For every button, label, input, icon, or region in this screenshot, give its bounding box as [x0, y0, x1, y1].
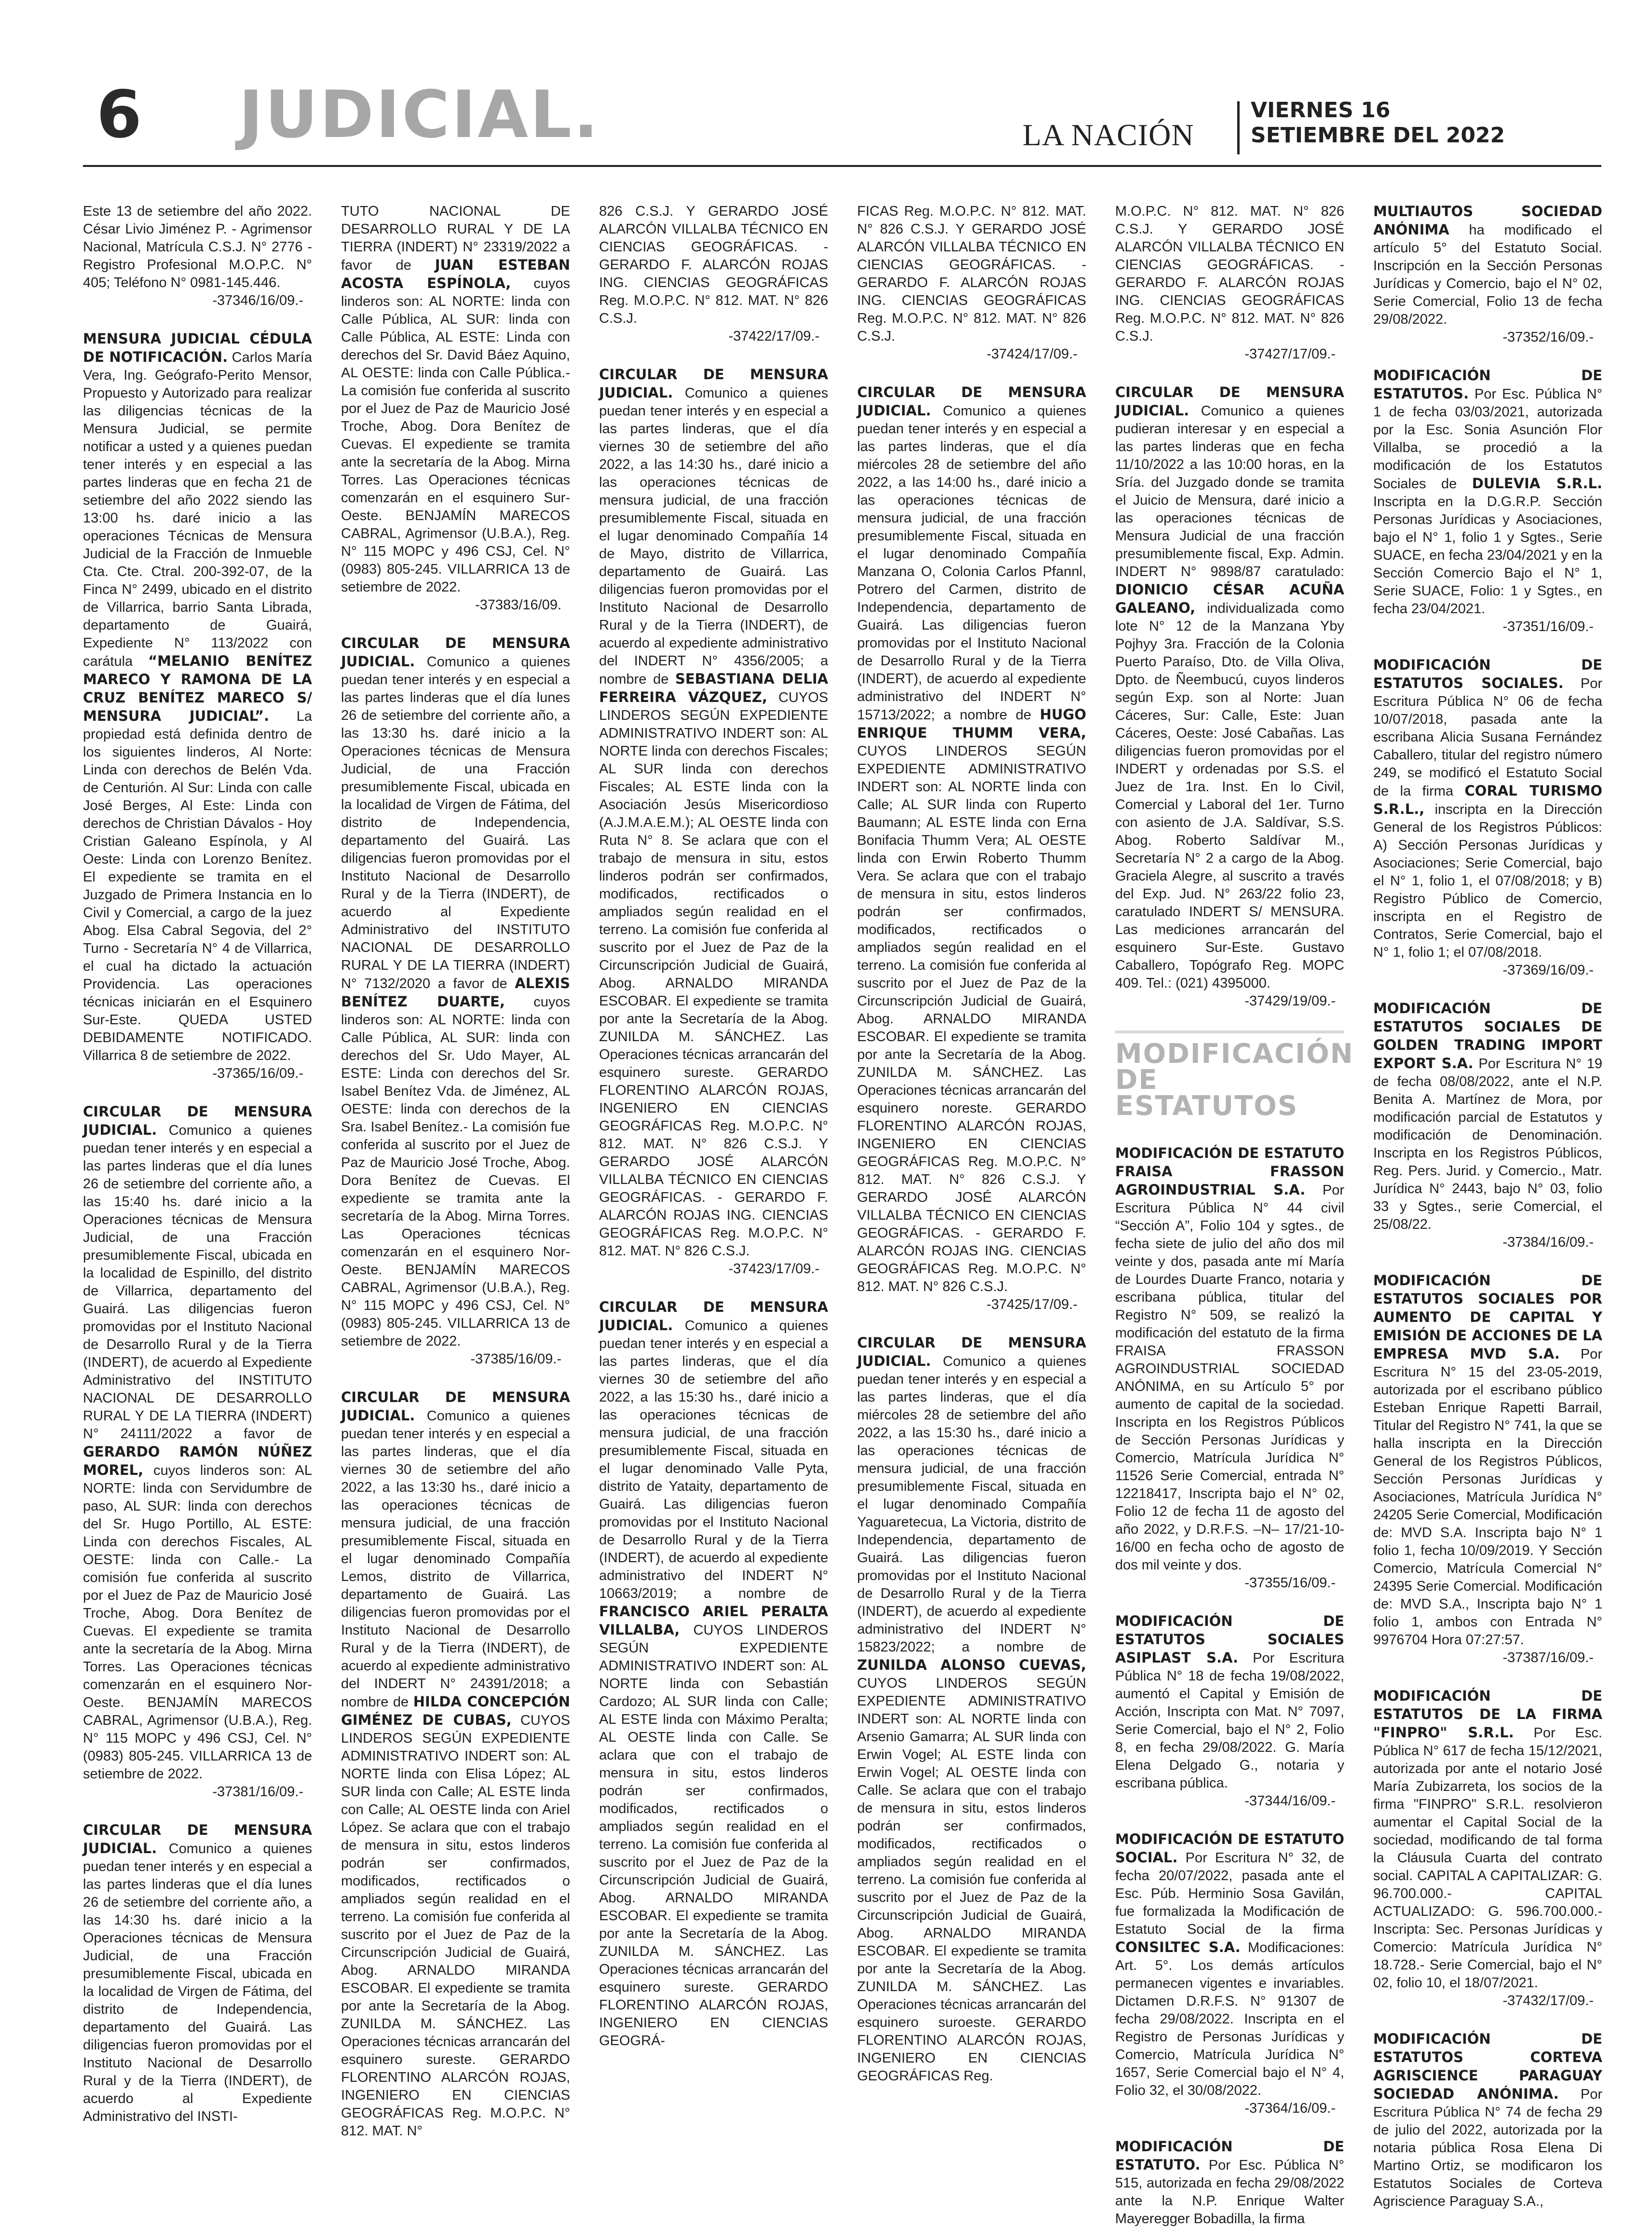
notice-title: CIRCULAR DE MENSURA JUDICIAL.: [599, 1299, 828, 1334]
notice-item: [1115, 203, 1344, 363]
notice-reference: -37429/19/09.-: [1244, 993, 1336, 1009]
notice-title: MODIFICACIÓN DE ESTATUTOS CORTEVA AGRISCIENCE PARAGUAY SOCIEDAD ANÓNIMA.: [1373, 2031, 1602, 2102]
notice-title: CIRCULAR DE MENSURA JUDICIAL.: [857, 1334, 1086, 1369]
notice-item: [1373, 203, 1602, 346]
notice-reference: -37344/16/09.-: [1244, 1793, 1336, 1809]
issue-date: [1251, 98, 1505, 148]
notice-item: [1373, 656, 1602, 979]
notice-title: MODIFICACIÓN DE ESTATUTOS SOCIALES POR AUMENTO DE CAPITAL Y EMISIÓN DE ACCIONES DE LA EMPRESA MVD S.A.: [1373, 1272, 1602, 1362]
notice-item: [83, 330, 312, 1083]
banner-line-1: MODIFICACIÓN: [1115, 1038, 1354, 1070]
notice-title: MODIFICACIÓN DE ESTATUTO FRAISA FRASSON AGROINDUSTRIAL S.A.: [1115, 1145, 1344, 1198]
notice-title: CIRCULAR DE MENSURA JUDICIAL.: [341, 1389, 570, 1424]
notice-body-continued: La propiedad está definida dentro de los siguientes linderos, Al Norte: Linda con derechos de Belén Vda. de Centurión. Al Sur: Linda con calle José Berges, Al Este: Linda con derechos de Christian Dávalos - Hoy Cristian Galeano Espínola, y Al Oeste: Linda con Lorenzo Benítez. El expediente se tramita en el Juzgado de Primera Instancia en lo Civil y Comercial, a cargo de la juez Abog. Elsa Cabral Segovia, del 2° Turno - Secretaría N° 4 de Villarrica, el cual ha dictado la actuación Providencia. Las operaciones técnicas iniciarán en el Esquinero Sur-Este. QUEDA USTED DEBIDAMENTE NOTIFICADO. Villarrica 8 de setiembre de 2022.: [83, 709, 312, 1063]
notice-reference: -37364/16/09.-: [1244, 2101, 1336, 2116]
notice-item: [83, 1103, 312, 1801]
notice-body-continued: CUYOS LINDEROS SEGÚN EXPEDIENTE ADMINISTRATIVO INDERT son: AL NORTE linda con Sebastián Cardozo; AL SUR linda con Calle; AL ESTE linda con Máximo Peralta; AL OESTE linda con Calle. Se aclara que con el trabajo de mensura in situ, estos linderos podrán ser confirmados, modificados, rectificados o ampliados según realidad en el terreno. La comisión fue conferida al suscrito por el Juez de Paz de la Circunscripción Judicial de Guairá, Abog. ARNALDO MIRANDA ESCOBAR. El expediente se tramita por ante la Secretaría de la Abog. ZUNILDA M. SÁNCHEZ. Las Operaciones técnicas arrancarán del esquinero sureste. GERARDO FLORENTINO ALARCÓN ROJAS, INGENIERO EN CIENCIAS GEOGRÁ-: [599, 1623, 828, 2049]
notice-reference: -37369/16/09.-: [1502, 963, 1594, 978]
notice-body: Comunico a quienes puedan tener interés y en especial a las partes linderas, que el día viernes 30 de setiembre del año 2022, a las 15:30 hs., daré inicio a las operaciones técnicas de mensura judicial, de una fracción presumiblemente Fiscal, situada en el lugar denominado Valle Pyta, distrito de Yataity, departamento de Guairá. Las diligencias fueron promovidas por el Instituto Nacional de Desarrollo Rural y de la Tierra (INDERT), de acuerdo al expediente administrativo del INDERT N° 10663/2019; a nombre de: [599, 1318, 828, 1601]
notice-highlight: GERARDO RAMÓN NÚÑEZ MOREL,: [83, 1444, 312, 1478]
column-1: [83, 203, 313, 2124]
notice-item: [599, 366, 828, 1278]
notice-item: [1115, 384, 1344, 1010]
notice-title: MODIFICACIÓN DE ESTATUTOS DE LA FIRMA "FINPRO" S.R.L.: [1373, 1688, 1602, 1741]
banner-line-2: DE ESTATUTOS: [1115, 1064, 1298, 1122]
notice-body-continued: Modificaciones: Art. 5°. Los demás artículos permanecen vigentes e invariables. Dictamen D.R.F.S. N° 91307 de fecha 29/08/2022. Inscripta en el Registro de Personas Jurídicas y Comercio, Matrícula Jurídica N° 1657, Serie Comercial bajo el N° 4, Folio 32, el 30/08/2022.: [1115, 1940, 1344, 2098]
notice-body: Comunico a quienes puedan tener interés y en especial a las partes linderas, que el día viernes 30 de setiembre del año 2022, a las 14:30 hs., daré inicio a las operaciones técnicas de mensura judicial, de una fracción presumiblemente Fiscal, situada en el lugar denominado Compañía 14 de Mayo, distrito de Villarrica, departamento de Guairá. Las diligencias fueron promovidas por el Instituto Nacional de Desarrollo Rural y de la Tierra (INDERT), de acuerdo al expediente administrativo del INDERT N° 4356/2005; a nombre de: [599, 385, 828, 687]
notice-body: TUTO NACIONAL DE DESARROLLO RURAL Y DE LA TIERRA (INDERT) N° 23319/2022 a favor de: [341, 204, 570, 273]
notice-body: Comunico a quienes puedan tener interés y en especial a las partes linderas que el día lunes 26 de setiembre del corriente año, a las 13:30 hs. daré inicio a la Operaciones técnicas de Mensura Judicial, de una Fracción presumiblemente Fiscal, ubicada en la localidad de Virgen de Fátima, del distrito de Independencia, departamento del Guairá. Las diligencias fueron promovidas por el Instituto Nacional de Desarrollo Rural y de la Tierra (INDERT), de acuerdo al Expediente Administrativo del INSTITUTO NACIONAL DE DESARROLLO RURAL Y DE LA TIERRA (INDERT) N° 7132/2020 a favor de: [341, 654, 570, 991]
notice-body: Comunico a quienes puedan tener interés y en especial a las partes linderas, que el día miércoles 28 de setiembre del año 2022, a las 15:30 hs., daré inicio a las operaciones técnicas de mensura judicial, de una fracción presumiblemente Fiscal, situada en el lugar denominado Compañía Yaguaretecua, La Victoria, distrito de Independencia, departamento de Guairá. Las diligencias fueron promovidas por el Instituto Nacional de Desarrollo Rural y de la Tierra (INDERT), de acuerdo al expediente administrativo del INDERT N° 15823/2022; a nombre de: [857, 1354, 1086, 1655]
notice-body: Por Escritura Pública N° 74 de fecha 29 de julio del 2022, autorizada por la notaria pública Rosa Elena Di Martino Ortiz, se modificaron los Estatutos Sociales de Corteva Agriscience Paraguay S.A.,: [1373, 2087, 1602, 2209]
notice-body: Comunico a quienes puedan tener interés y en especial a las partes linderas que el día lunes 26 de setiembre del corriente año, a las 14:30 hs. daré inicio a la Operaciones técnicas de Mensura Judicial, de una Fracción presumiblemente Fiscal, ubicada en la localidad de Virgen de Fátima, del distrito de Independencia, departamento del Guairá. Las diligencias fueron promovidas por el Instituto Nacional de Desarrollo Rural y de la Tierra (INDERT), de acuerdo al Expediente Administrativo del INSTI-: [83, 1841, 312, 2124]
notice-reference: -37381/16/09.-: [212, 1784, 303, 1800]
notice-item: [341, 203, 570, 614]
notice-reference: -37383/16/09.: [475, 597, 561, 613]
notice-item: [83, 1821, 312, 2126]
notice-reference: -37352/16/09.-: [1502, 330, 1594, 345]
notice-highlight: FRANCISCO ARIEL PERALTA VILLALBA,: [599, 1603, 828, 1638]
notice-reference: -37422/17/09.-: [728, 329, 819, 344]
notice-item: [1373, 1272, 1602, 1667]
notice-body: Por Escritura Pública N° 44 civil “Sección A”, Folio 104 y sgtes., de fecha siete de julio del año dos mil veinte y dos, pasada ante mí María de Lourdes Duarte Franco, notaria y escribana pública, titular del Registro N° 509, se realizó la modificación del estatuto de la firma FRAISA FRASSON AGROINDUSTRIAL SOCIEDAD ANÓNIMA, en su Artículo 5° por aumento de capital de la sociedad. Inscripta en los Registros Públicos de Sección Personas Jurídicas y Comercio, Matrícula Jurídica N° 11526 Serie Comercial, entrada N° 12218417, Inscripta bajo el N° 02, Folio 12 de fecha 11 de agosto del año 2022, y D.R.F.S. –N– 17/21-10-16/00 en fecha ocho de agosto de dos mil veinte y dos.: [1115, 1183, 1345, 1573]
notice-item: [83, 203, 312, 310]
notice-item: [341, 1389, 570, 2140]
notice-reference: -37387/16/09.-: [1502, 1650, 1594, 1665]
notice-title: MODIFICACIÓN DE ESTATUTOS SOCIALES DE GOLDEN TRADING IMPORT EXPORT S.A.: [1373, 1000, 1602, 1072]
notice-body-continued: ha modificado el artículo 5° del Estatuto Social. Inscripción en la Sección Personas Jurídicas y Comercio, bajo el N° 02, Serie Comercial, Folio 13 de fecha 29/08/2022.: [1373, 222, 1602, 327]
notices-grid: [83, 203, 1603, 2227]
notice-body: Por Esc. Pública N° 515, autorizada en fecha 29/08/2022 ante la N.P. Enrique Walter Mayeregger Bobadilla, la firma: [1115, 2158, 1344, 2227]
notice-title: CIRCULAR DE MENSURA JUDICIAL.: [341, 635, 570, 670]
notice-body-continued: cuyos linderos son: AL NORTE: linda con Calle Pública, AL SUR: linda con Calle Pública, AL ESTE: Linda con derechos del Sr. David Báez Aquino, AL OESTE: linda con Calle Pública.- La comisión fue conferida al suscrito por el Juez de Paz de Mauricio José Troche, Abog. Dora Benítez de Cuevas. El expediente se tramita ante la secretaría de la Abog. Mirna Torres. Las Operaciones técnicas comenzarán en el esquinero Sur-Oeste. BENJAMÍN MARECOS CABRAL, Agrimensor (U.B.A.), Reg. N° 115 MOPC y 496 CSJ, Cel. N° (0983) 805-245. VILLARRICA 13 de setiembre de 2022.: [341, 276, 570, 595]
notice-body: Por Escritura N° 19 de fecha 08/08/2022, ante el N.P. Benita A. Martínez de Mora, por modificación parcial de Estatutos y modificación de Denominación. Inscripta en los Registros Públicos, Reg. Pers. Jurid. y Comercio., Matr. Jurídica N° 2443, bajo N° 03, folio 33 y Sgtes., serie Comercial, el 25/08/22.: [1373, 1056, 1602, 1232]
notice-item: [599, 203, 828, 345]
notice-body: Comunico a quienes puedan tener interés y en especial a las partes linderas, que el día miércoles 28 de setiembre del año 2022, a las 14:00 hs., daré inicio a las operaciones técnicas de mensura judicial, de una fracción presumiblemente Fiscal, situada en el lugar denominado Compañía Manzana O, Colonia Carlos Pfannl, Potrero del Carmen, distrito de Independencia, departamento de Guairá. Las diligencias fueron promovidas por el Instituto Nacional de Desarrollo Rural y de la Tierra (INDERT), de acuerdo al expediente administrativo del INDERT N° 15713/2022; a nombre de: [857, 403, 1086, 723]
notice-highlight: “MELANIO BENÍTEZ MARECO Y RAMONA DE LA CRUZ BENÍTEZ MARECO S/ MENSURA JUDICIAL”.: [83, 653, 312, 724]
notice-title: CIRCULAR DE MENSURA JUDICIAL.: [599, 366, 828, 401]
notice-reference: -37346/16/09.-: [212, 293, 303, 308]
notice-title: MODIFICACIÓN DE ESTATUTOS.: [1373, 367, 1602, 402]
notice-item: [1115, 2138, 1344, 2228]
notice-highlight: SEBASTIANA DELIA FERREIRA VÁZQUEZ,: [599, 671, 828, 705]
notice-reference: -37351/16/09.-: [1502, 619, 1594, 634]
notice-title: CIRCULAR DE MENSURA JUDICIAL.: [83, 1103, 312, 1138]
notice-body-continued: Inscripta en la D.G.R.P. Sección Personas Jurídicas y Asociaciones, bajo el N° 1, folio 1 y Sgtes., Serie SUACE, en fecha 23/04/2021 y en la Sección Comercio Bajo el N° 1, Serie SUACE, Folio: 1 y Sgtes., en fecha 23/04/2021.: [1373, 494, 1602, 617]
notice-body-continued: cuyos linderos son: AL NORTE: linda con Calle Pública, AL SUR: linda con derechos del Sr. Udo Mayer, AL ESTE: Linda con derechos del Sr. Isabel Benítez Vda. de Jiménez, AL OESTE: linda con derechos de la Sra. Isabel Benítez.- La comisión fue conferida al suscrito por el Juez de Paz de Mauricio José Troche, Abog. Dora Benítez de Cuevas. El expediente se tramita ante la secretaría de la Abog. Mirna Torres. Las Operaciones técnicas comenzarán en el esquinero Nor-Oeste. BENJAMÍN MARECOS CABRAL, Agrimensor (U.B.A.), Reg. N° 115 MOPC y 496 CSJ, Cel. N° (0983) 805-245. VILLARRICA 13 de setiembre de 2022.: [341, 994, 571, 1349]
notice-highlight: HILDA CONCEPCIÓN GIMÉNEZ DE CUBAS,: [341, 1693, 570, 1728]
notice-reference: -37432/17/09.-: [1502, 1993, 1594, 2008]
notice-reference: -37425/17/09.-: [986, 1297, 1078, 1312]
notice-reference: -37385/16/09.-: [470, 1351, 561, 1367]
issue-day: VIERNES 16: [1251, 98, 1391, 123]
notice-body-continued: CUYOS LINDEROS SEGÚN EXPEDIENTE ADMINISTRATIVO INDERT son: AL NORTE linda con Calle; AL SUR linda con Ruperto Baumann; AL ESTE linda con Erna Bonifacia Thumm Vera; AL OESTE linda con Erwin Roberto Thumm Vera. Se aclara que con el trabajo de mensura in situ, estos linderos podrán ser confirmados, modificados, rectificados o ampliados según realidad en el terreno. La comisión fue conferida al suscrito por el Juez de Paz de la Circunscripción Judicial de Guairá, Abog. ARNALDO MIRANDA ESCOBAR. El expediente se tramita por ante la Secretaría de la Abog. ZUNILDA M. SÁNCHEZ. Las Operaciones técnicas arrancarán del esquinero noreste. GERARDO FLORENTINO ALARCÓN ROJAS, INGENIERO EN CIENCIAS GEOGRÁFICAS Reg. M.O.P.C. N° 812. MAT. N° 826 C.S.J. Y GERARDO JOSÉ ALARCÓN VILLALBA TÉCNICO EN CIENCIAS GEOGRÁFICAS. - GERARDO F. ALARCÓN ROJAS ING. CIENCIAS GEOGRÁFICAS Reg. M.O.P.C. N° 812. MAT. N° 826 C.S.J.: [857, 743, 1086, 1294]
notice-item: [599, 1298, 828, 2050]
notice-item: [1373, 1000, 1602, 1252]
notice-body: Carlos María Vera, Ing. Geógrafo-Perito Mensor, Propuesto y Autorizado para realizar las diligencias técnicas de la Mensura Judicial, se permite notificar a usted y a quienes puedan tener interés y en especial a las partes linderas que en fecha 21 de setiembre del año 2022 siendo las 13:00 hs. daré inicio a las operaciones Técnicas de Mensura Judicial de la Fracción de Inmueble Cta. Cte. Ctral. 200-392-07, de la Finca N° 2499, ubicado en el distrito de Villarrica, barrio Santa Librada, departamento de Guairá, Expediente N° 113/2022 con carátula: [83, 350, 312, 669]
column-3: [599, 203, 828, 2075]
notice-item: [857, 203, 1086, 363]
notice-highlight: MULTIAUTOS SOCIEDAD ANÓNIMA: [1373, 203, 1602, 238]
notice-body: Comunico a quienes puedan tener interés y en especial a las partes linderas que el día lunes 26 de setiembre del corriente año, a las 15:40 hs. daré inicio a la Operaciones técnicas de Mensura Judicial, de una Fracción presumiblemente Fiscal, ubicada en la localidad de Espinillo, del distrito de Villarrica, departamento del Guairá. Las diligencias fueron promovidas por el Instituto Nacional de Desarrollo Rural y de la Tierra (INDERT), de acuerdo al Expediente Administrativo del INSTITUTO NACIONAL DE DESARROLLO RURAL Y DE LA TIERRA (INDERT) N° 24111/2022 a favor de: [83, 1123, 312, 1442]
notice-body-continued: cuyos linderos son: AL NORTE: linda con Servidumbre de paso, AL SUR: linda con derechos del Sr. Hugo Portillo, AL ESTE: Linda con derechos Fiscales, AL OESTE: linda con Calle.- La comisión fue conferida al suscrito por el Juez de Paz de Mauricio José Troche, Abog. Dora Benítez de Cuevas. El expediente se tramita ante la secretaría de la Abog. Mirna Torres. Las Operaciones técnicas comenzarán en el esquinero Nor-Oeste. BENJAMÍN MARECOS CABRAL, Agrimensor (U.B.A.), Reg. N° 115 MOPC y 496 CSJ, Cel. N° (0983) 805-245. VILLARRICA 13 de setiembre de 2022.: [83, 1463, 313, 1782]
notice-reference: -37427/17/09.-: [1244, 346, 1336, 362]
notice-title: MODIFICACIÓN DE ESTATUTO.: [1115, 2138, 1344, 2173]
notice-reference: -37424/17/09.-: [986, 346, 1078, 362]
notice-highlight: ALEXIS BENÍTEZ DUARTE,: [341, 975, 570, 1010]
notice-body: Por Escritura Pública N° 06 de fecha 10/07/2018, pasada ante la escribana Alicia Susana Fernández Caballero, titular del registro número 249, se modificó el Estatuto Social de la firma: [1373, 676, 1602, 799]
header-rule: [83, 165, 1601, 167]
newspaper-brand: LA NACIÓN: [1023, 118, 1194, 152]
notice-body: Comunico a quienes puedan tener interés y en especial a las partes linderas, que el día viernes 30 de setiembre del año 2022, a las 13:30 hs., daré inicio a las operaciones técnicas de mensura judicial, de una fracción presumiblemente Fiscal, situada en el lugar denominado Compañía Lemos, distrito de Villarrica, departamento de Guairá. Las diligencias fueron promovidas por el Instituto Nacional de Desarrollo Rural y de la Tierra (INDERT), de acuerdo al expediente administrativo del INDERT N° 24391/2018; a nombre de: [341, 1408, 570, 1710]
notice-reference: -37423/17/09.-: [728, 1261, 819, 1277]
column-5: [1115, 203, 1354, 2227]
notice-body: Por Esc. Pública N° 1 de fecha 03/03/2021, autorizada por la Esc. Sonia Asunción Flor Villalba, se procedió a la modificación de los Estatutos Sociales de: [1373, 386, 1602, 492]
notice-title: CIRCULAR DE MENSURA JUDICIAL.: [83, 1822, 312, 1857]
notice-body-continued: inscripta en la Dirección General de los Registros Públicos: A) Sección Personas Jurídicas y Asociaciones; Serie Comercial, bajo el N° 1, folio 1, el 07/08/2018; y B) Registro Público de Comercio, inscripta en el Registro de Contratos, Serie Comercial, bajo el N° 1, folio 1; el 07/08/2018.: [1373, 802, 1602, 960]
notice-item: [1115, 1830, 1344, 2118]
notice-highlight: HUGO ENRIQUE THUMM VERA,: [857, 706, 1086, 741]
notice-reference: -37355/16/09.-: [1244, 1575, 1336, 1591]
notice-title: MODIFICACIÓN DE ESTATUTO SOCIAL.: [1115, 1831, 1344, 1866]
section-title: JUDICIAL.: [239, 77, 601, 152]
notice-item: [1373, 1687, 1602, 2010]
notice-body-continued: individualizada como lote N° 12 de la Manzana Yby Pojhyy 3ra. Fracción de la Colonia Puerto Paraíso, Dto. de Villa Oliva, Dpto. de Ñeembucú, cuyos linderos según Exp. son al Norte: Juan Cáceres, Sur: Calle, Este: Juan Cáceres, Oeste: José Cabañas. Las diligencias fueron promovidas por el INDERT y ordenadas por S.S. el Juez de 1ra. Inst. En lo Civil, Comercial y Laboral del 1er. Turno con asiento de J.A. Saldívar, S.S. Abog. Roberto Saldívar M., Secretaría N° 2 a cargo de la Abog. Graciela Alegre, al suscrito a través del Exp. Jud. N° 263/22 folio 23, caratulado INDERT S/ MENSURA. Las mediciones arrancarán del esquinero Sur-Este. Gustavo Caballero, Topógrafo Reg. MOPC 409. Tel.: (021) 4395000.: [1115, 601, 1345, 991]
notice-highlight: CORAL TURISMO S.R.L.,: [1373, 783, 1603, 817]
notice-title: MODIFICACIÓN DE ESTATUTOS SOCIALES.: [1373, 657, 1602, 691]
column-6: [1373, 203, 1603, 2209]
notice-item: [1115, 1144, 1344, 1592]
notice-title: CIRCULAR DE MENSURA JUDICIAL.: [857, 384, 1086, 419]
notice-item: [1115, 1612, 1344, 1810]
notice-item: [341, 634, 570, 1368]
notice-highlight: ZUNILDA ALONSO CUEVAS,: [857, 1657, 1086, 1673]
notice-item: [857, 1334, 1086, 2085]
notice-body: Por Escritura Pública N° 18 de fecha 19/08/2022, aumentó el Capital y Emisión de Acción, Inscripta con Mat. N° 7097, Serie Comercial, bajo el N° 2, Folio 8, en fecha 29/08/2022. G. María Elena Delgado G., notaria y escribana pública.: [1115, 1650, 1345, 1791]
notice-body-continued: CUYOS LINDEROS SEGÚN EXPEDIENTE ADMINISTRATIVO INDERT son: AL NORTE linda con derechos Fiscales; AL SUR linda con derechos Fiscales; AL ESTE linda con la Asociación Jesús Misericordioso (A.J.M.A.E.M.); AL OESTE linda con Ruta N° 8. Se aclara que con el trabajo de mensura in situ, estos linderos podrán ser confirmados, modificados, rectificados o ampliados según realidad en el terreno. La comisión fue conferida al suscrito por el Juez de Paz de la Circunscripción Judicial de Guairá, Abog. ARNALDO MIRANDA ESCOBAR. El expediente se tramita por ante la Secretaría de la Abog. ZUNILDA M. SÁNCHEZ. Las Operaciones técnicas arrancarán del esquinero sureste. GERARDO FLORENTINO ALARCÓN ROJAS, INGENIERO EN CIENCIAS GEOGRÁFICAS Reg. M.O.P.C. N° 812. MAT. N° 826 C.S.J. Y GERARDO JOSÉ ALARCÓN VILLALBA TÉCNICO EN CIENCIAS GEOGRÁFICAS. - GERARDO F. ALARCÓN ROJAS ING. CIENCIAS GEOGRÁFICAS Reg. M.O.P.C. N° 812. MAT. N° 826 C.S.J.: [599, 690, 828, 1259]
column-2: [341, 203, 571, 2139]
notice-reference: -37365/16/09.-: [212, 1066, 303, 1081]
notice-title: CIRCULAR DE MENSURA JUDICIAL.: [1115, 384, 1344, 419]
notice-body: Comunico a quienes pudieran interesar y en especial a las partes linderas que en fecha 11/10/2022 a las 10:00 horas, en la Sría. del Juzgado donde se tramita el Juicio de Mensura, daré inicio a las operaciones técnicas de Mensura Judicial de una fracción presumiblemente fiscal, Exp. Admin. INDERT N° 9898/87 caratulado:: [1115, 403, 1344, 579]
notice-body: Por Escritura N° 32, de fecha 20/07/2022, pasada ante el Esc. Púb. Herminio Sosa Gavilán, fue formalizada la Modificación de Estatuto Social de la firma: [1115, 1850, 1344, 1937]
notice-body: 826 C.S.J. Y GERARDO JOSÉ ALARCÓN VILLALBA TÉCNICO EN CIENCIAS GEOGRÁFICAS. - GERARDO F. ALARCÓN ROJAS ING. CIENCIAS GEOGRÁFICAS Reg. M.O.P.C. N° 812. MAT. N° 826 C.S.J.: [599, 204, 828, 326]
notice-body: Por Esc. Pública N° 617 de fecha 15/12/2021, autorizada por ante el notario José María Zubizarreta, los socios de la firma "FINPRO" S.R.L. resolvieron aumentar el Capital Social de la sociedad, modificando de tal forma la Cláusula Cuarta del contrato social. CAPITAL A CAPITALIZAR: G. 96.700.000.- CAPITAL ACTUALIZADO: G. 596.700.000.- Inscripta: Sec. Personas Jurídicas y Comercio: Matrícula Jurídica N° 18.728.- Serie Comercial, bajo el N° 02, folio 10, el 18/07/2021.: [1373, 1725, 1602, 1991]
notice-body: Este 13 de setiembre del año 2022. César Livio Jiménez P. - Agrimensor Nacional, Matrícula C.S.J. N° 2776 - Registro Profesional M.O.P.C. N° 405; Teléfono N° 0981-145.446.: [83, 204, 312, 290]
notice-highlight: DIONICIO CÉSAR ACUÑA GALEANO,: [1115, 581, 1344, 616]
brand-divider: [1237, 101, 1240, 154]
notice-body: M.O.P.C. N° 812. MAT. N° 826 C.S.J. Y GERARDO JOSÉ ALARCÓN VILLALBA TÉCNICO EN CIENCIAS GEOGRÁFICAS. - GERARDO F. ALARCÓN ROJAS ING. CIENCIAS GEOGRÁFICAS Reg. M.O.P.C. N° 812. MAT. N° 826 C.S.J.: [1115, 204, 1344, 344]
notice-highlight: CONSILTEC S.A.: [1115, 1939, 1241, 1955]
notice-highlight: JUAN ESTEBAN ACOSTA ESPÍNOLA,: [341, 257, 570, 291]
notice-item: [857, 384, 1086, 1314]
notice-body: FICAS Reg. M.O.P.C. N° 812. MAT. N° 826 C.S.J. Y GERARDO JOSÉ ALARCÓN VILLALBA TÉCNICO EN CIENCIAS GEOGRÁFICAS. - GERARDO F. ALARCÓN ROJAS ING. CIENCIAS GEOGRÁFICAS Reg. M.O.P.C. N° 812. MAT. N° 826 C.S.J.: [857, 204, 1086, 344]
notice-item: [1373, 2030, 1602, 2211]
page-number: 6: [96, 77, 142, 152]
column-4: [857, 203, 1086, 2084]
section-banner-modificacion-estatutos: [1115, 1031, 1354, 1128]
notice-title: MODIFICACIÓN DE ESTATUTOS SOCIALES ASIPLAST S.A.: [1115, 1613, 1344, 1666]
notice-title: MENSURA JUDICIAL CÉDULA DE NOTIFICACIÓN.: [83, 330, 312, 365]
notice-body: Por Escritura N° 15 del 23-05-2019, autorizada por el escribano público Esteban Enrique Rapetti Barrail, Titular del Registro N° 741, la que se halla inscripta en la Dirección General de los Registros Públicos, Sección Personas Jurídicas y Asociaciones, Matrícula Jurídica N° 24205 Serie Comercial, Modificación de: MVD S.A. Inscripta bajo N° 1 folio 1, fecha 10/09/2019. Y Sección Comercio, Matrícula Comercial N° 24395 Serie Comercial. Modificación de: MVD S.A., Inscripta bajo N° 1 folio 1, ambos con Entrada N° 9976704 Hora 07:27:57.: [1373, 1347, 1602, 1648]
issue-month-year: SETIEMBRE DEL 2022: [1251, 123, 1505, 148]
notice-body-continued: CUYOS LINDEROS SEGÚN EXPEDIENTE ADMINISTRATIVO INDERT son: AL NORTE linda con Arsenio Gamarra; AL SUR linda con Erwin Vogel; AL ESTE linda con Erwin Vogel; AL OESTE linda con Calle. Se aclara que con el trabajo de mensura in situ, estos linderos podrán ser confirmados, modificados, rectificados o ampliados según realidad en el terreno. La comisión fue conferida al suscrito por el Juez de Paz de la Circunscripción Judicial de Guairá, Abog. ARNALDO MIRANDA ESCOBAR. El expediente se tramita por ante la Secretaría de la Abog. ZUNILDA M. SÁNCHEZ. Las Operaciones técnicas arrancarán del esquinero suroeste. GERARDO FLORENTINO ALARCÓN ROJAS, INGENIERO EN CIENCIAS GEOGRÁFICAS Reg.: [857, 1676, 1086, 2084]
notice-item: [1373, 367, 1602, 636]
notice-reference: -37384/16/09.-: [1502, 1235, 1594, 1250]
notice-body-continued: CUYOS LINDEROS SEGÚN EXPEDIENTE ADMINISTRATIVO INDERT son: AL NORTE linda con Elisa López; AL SUR linda con Calle; AL ESTE linda con Calle; AL OESTE linda con Ariel López. Se aclara que con el trabajo de mensura in situ, estos linderos podrán ser confirmados, modificados, rectificados o ampliados según realidad en el terreno. La comisión fue conferida al suscrito por el Juez de Paz de la Circunscripción Judicial de Guairá, Abog. ARNALDO MIRANDA ESCOBAR. El expediente se tramita por ante la Secretaría de la Abog. ZUNILDA M. SÁNCHEZ. Las Operaciones técnicas arrancarán del esquinero sureste. GERARDO FLORENTINO ALARCÓN ROJAS, INGENIERO EN CIENCIAS GEOGRÁFICAS Reg. M.O.P.C. N° 812. MAT. N°: [341, 1713, 570, 2139]
notice-highlight: DULEVIA S.R.L.: [1472, 475, 1602, 492]
